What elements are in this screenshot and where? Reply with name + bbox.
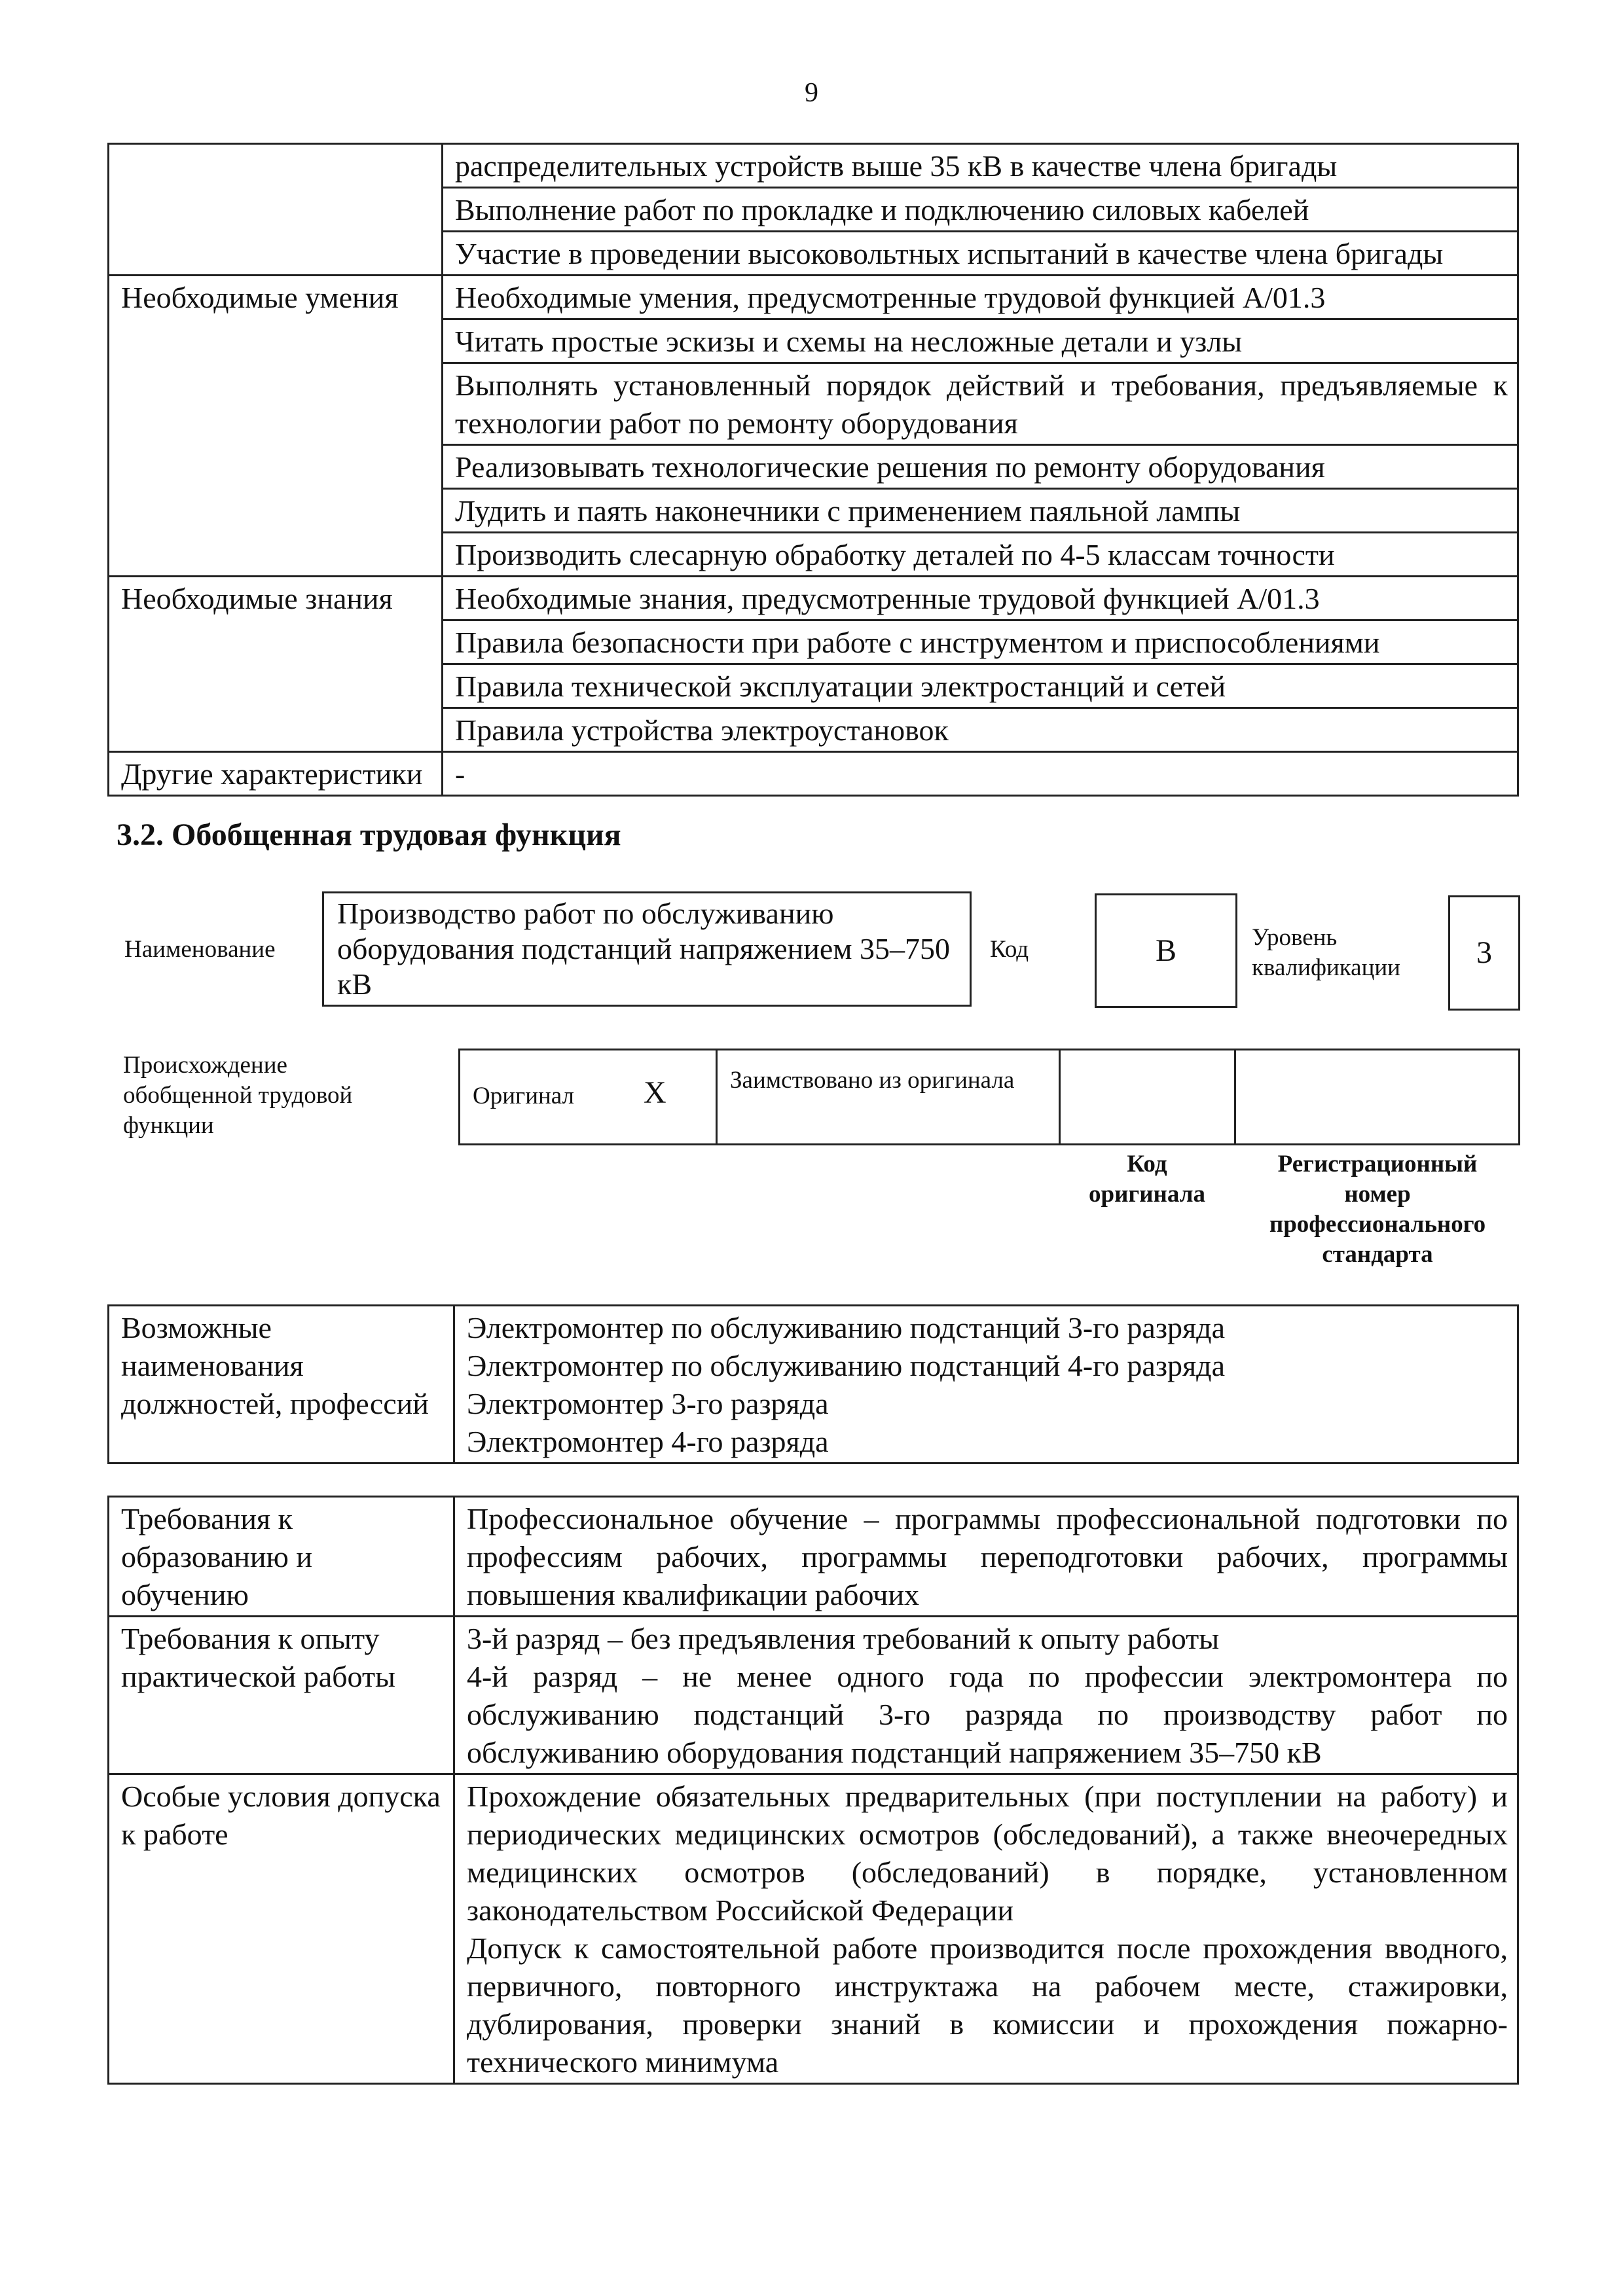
requirements-table <box>107 1496 1519 2085</box>
reg-number-caption: Регистрационный номер профессионального стандарта <box>1269 1151 1486 1268</box>
row-item: Читать простые эскизы и схемы на несложные детали и узлы <box>443 319 1518 363</box>
row-item: Необходимые умения, предусмотренные трудовой функцией А/01.3 <box>443 276 1518 319</box>
row-item: Участие в проведении высоковольтных испытаний в качестве члена бригады <box>443 232 1518 276</box>
code-original-caption: Код оригинала <box>1089 1151 1205 1208</box>
level-label: Уровень квалификации <box>1252 924 1400 981</box>
skills-knowledge-table <box>107 143 1519 797</box>
row-label: Другие характеристики <box>109 752 443 796</box>
list-item: Электромонтер по обслуживанию подстанций 4-го разряда <box>467 1349 1225 1382</box>
row-items <box>454 1774 1518 2084</box>
table-row <box>109 1617 1518 1774</box>
page-number: 9 <box>805 78 818 108</box>
origin-divider <box>1059 1049 1061 1145</box>
list-item: Электромонтер 4-го разряда <box>467 1425 829 1458</box>
original-label: Оригинал <box>473 1083 575 1109</box>
origin-table <box>458 1049 1520 1145</box>
row-label: Требования к опыту практической работы <box>109 1617 454 1774</box>
list-item: Электромонтер 3-го разряда <box>467 1387 829 1420</box>
row-item: Выполнять установленный порядок действий и требования, предъявляемые к технологии работ по ремонту оборудования <box>443 363 1518 445</box>
table-row <box>109 752 1518 796</box>
level-value: 3 <box>1448 895 1520 1011</box>
table-row <box>109 144 1518 188</box>
code-value: В <box>1095 893 1237 1008</box>
origin-divider <box>716 1049 718 1145</box>
origin-label: Происхождение обобщенной трудовой функции <box>123 1052 353 1139</box>
row-item: Допуск к самостоятельной работе производится после прохождения вводного, первичного, повторного инструктажа на рабочем месте, стажировки, дублирования, проверки знаний в комиссии и прохождения пожарно-технического минимума <box>467 1931 1508 2079</box>
row-label: Возможные наименования должностей, профессий <box>109 1306 454 1463</box>
row-item: Выполнение работ по прокладке и подключению силовых кабелей <box>443 188 1518 232</box>
table-row <box>109 276 1518 319</box>
row-item: распределительных устройств выше 35 кВ в качестве члена бригады <box>443 144 1518 188</box>
name-value: Производство работ по обслуживанию оборудования подстанций напряжением 35–750 кВ <box>322 891 972 1007</box>
section-title: 3.2. Обобщенная трудовая функция <box>117 817 621 852</box>
row-label: Требования к образованию и обучению <box>109 1497 454 1617</box>
table-row <box>109 1306 1518 1463</box>
row-item: Реализовывать технологические решения по ремонту оборудования <box>443 445 1518 489</box>
original-mark: Х <box>644 1075 666 1110</box>
row-item: 3-й разряд – без предъявления требований к опыту работы <box>467 1622 1220 1655</box>
row-items <box>454 1617 1518 1774</box>
row-label <box>109 144 443 276</box>
row-label: Особые условия допуска к работе <box>109 1774 454 2084</box>
origin-divider <box>1234 1049 1236 1145</box>
row-label: Необходимые умения <box>109 276 443 577</box>
row-item: Лудить и паять наконечники с применением паяльной лампы <box>443 489 1518 533</box>
row-item: Производить слесарную обработку деталей по 4-5 классам точности <box>443 533 1518 577</box>
row-item: Правила безопасности при работе с инструментом и приспособлениями <box>443 620 1518 664</box>
positions-table <box>107 1304 1519 1464</box>
table-row <box>109 1774 1518 2084</box>
positions-list <box>454 1306 1518 1463</box>
row-label: Необходимые знания <box>109 577 443 752</box>
row-item: Правила технической эксплуатации электростанций и сетей <box>443 664 1518 708</box>
row-item: - <box>443 752 1518 796</box>
row-item: Необходимые знания, предусмотренные трудовой функцией А/01.3 <box>443 577 1518 620</box>
row-item: 4-й разряд – не менее одного года по профессии электромонтера по обслуживанию подстанций 3-го разряда по производству работ по обслуживанию оборудования подстанций напряжением 35–750 кВ <box>467 1660 1508 1769</box>
code-label: Код <box>990 936 1029 963</box>
name-label: Наименование <box>124 936 276 963</box>
borrowed-label: Заимствовано из оригинала <box>730 1067 1015 1094</box>
table-row <box>109 577 1518 620</box>
table-row <box>109 1497 1518 1617</box>
row-item: Правила устройства электроустановок <box>443 708 1518 752</box>
row-item: Профессиональное обучение – программы профессиональной подготовки по профессиям рабочих, программы переподготовки рабочих, программы повышения квалификации рабочих <box>454 1497 1518 1617</box>
list-item: Электромонтер по обслуживанию подстанций 3-го разряда <box>467 1311 1225 1344</box>
row-item: Прохождение обязательных предварительных (при поступлении на работу) и периодических медицинских осмотров (обследований), а также внеочередных медицинских осмотров (обследований) в порядке, установленном законодательством Российской Федерации <box>467 1780 1508 1927</box>
